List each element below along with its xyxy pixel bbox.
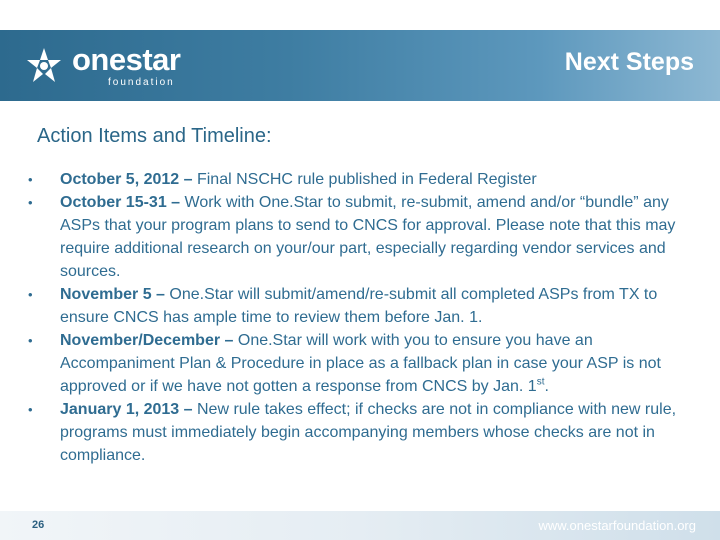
timeline-item	[28, 191, 700, 283]
timeline-item	[28, 168, 700, 191]
timeline-list	[28, 168, 700, 467]
bullet-icon: •	[28, 402, 33, 417]
timeline-item	[28, 398, 700, 467]
item-text-end: .	[544, 378, 549, 395]
star-burst-icon	[24, 46, 64, 86]
bullet-icon: •	[28, 287, 33, 302]
logo-wordmark: onestar	[72, 42, 181, 77]
bullet-icon: •	[28, 333, 33, 348]
item-date: October 15-31 –	[60, 194, 181, 211]
logo-tagline: foundation	[108, 77, 175, 88]
page-number: 26	[32, 519, 45, 531]
item-text: Final NSCHC rule published in Federal Register	[192, 171, 537, 188]
timeline-item	[28, 283, 700, 329]
slide-title: Next Steps	[564, 48, 694, 76]
item-text: One.Star will submit/amend/re-submit all completed ASPs from TX to ensure CNCS has ample time to review them before Jan. 1.	[60, 286, 658, 326]
item-text: One.Star will work with you to ensure you have an Accompaniment Plan & Procedure in place as a fallback plan in case your ASP is not approved or if we have not gotten a response from CNCS by Jan. 1	[60, 332, 661, 395]
header-bar	[0, 30, 720, 101]
section-heading: Action Items and Timeline:	[37, 125, 272, 147]
website-url: www.onestarfoundation.org	[538, 518, 696, 533]
item-date: November/December –	[60, 332, 234, 349]
footer-bar	[0, 511, 720, 540]
item-text: Work with One.Star to submit, re-submit, amend and/or “bundle” any ASPs that your program plans to send to CNCS for approval. Please note that this may require additional research on your/our part, especially regarding vendor services and sources.	[60, 194, 676, 280]
item-date: January 1, 2013 –	[60, 401, 193, 418]
timeline-item	[28, 329, 700, 398]
item-date: November 5 –	[60, 286, 165, 303]
bullet-icon: •	[28, 172, 33, 187]
ordinal-suffix: st	[536, 376, 545, 388]
item-date: October 5, 2012 –	[60, 171, 193, 188]
bullet-icon: •	[28, 195, 33, 210]
item-text: New rule takes effect; if checks are not in compliance with new rule, programs must immediately begin accompanying members whose checks are not in compliance.	[60, 401, 677, 464]
